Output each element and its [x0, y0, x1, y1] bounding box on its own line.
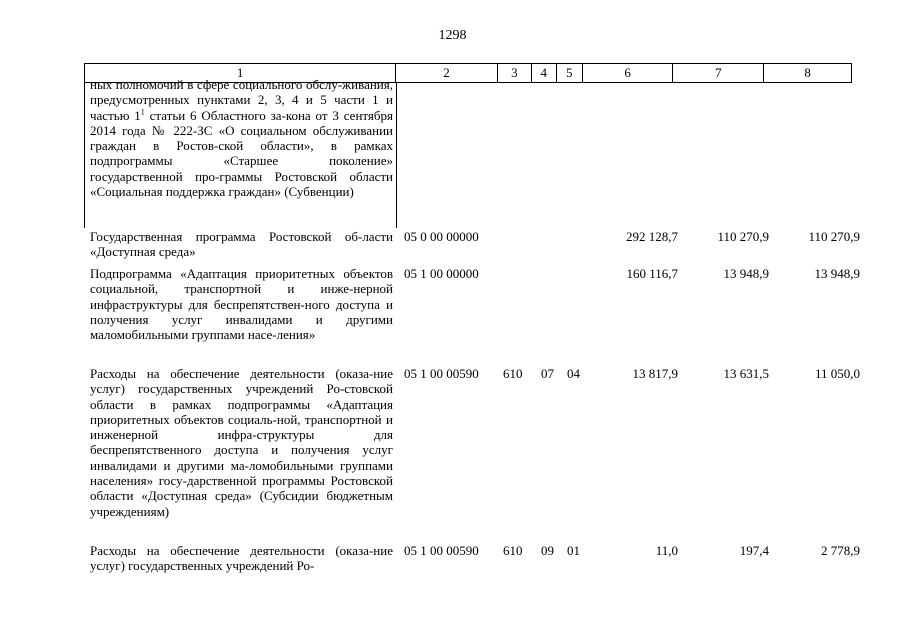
table-row-value-8: 110 270,9 — [808, 229, 860, 244]
table-row-value-7: 13 948,9 — [723, 266, 769, 281]
header-col-5: 5 — [557, 64, 583, 82]
header-col-8: 8 — [804, 65, 811, 80]
table-row-value-7: 110 270,9 — [717, 229, 769, 244]
table-row-description: Подпрограмма «Адаптация приоритетных объектов социальной, транспортной и инже-нерной инфраструктуры для беспрепятствен-ного доступа и получения услуг инвалидами и другими маломобильными группами насе-ления» — [90, 266, 393, 343]
header-col-3: 3 — [498, 64, 532, 82]
table-row-value-7: 197,4 — [739, 543, 769, 558]
table-row-value-7: 13 631,5 — [723, 366, 769, 381]
table-row-code: 05 1 00 00590 — [404, 366, 479, 381]
table-row-code: 05 0 00 00000 — [404, 229, 479, 244]
header-col-4: 4 — [532, 64, 557, 82]
table-row-vr: 610 — [503, 543, 523, 558]
table-row-description: Государственная программа Ростовской об-ласти «Доступная среда» — [90, 229, 393, 260]
column-divider — [84, 83, 85, 228]
table-row-vr: 610 — [503, 366, 523, 381]
table-row-pr: 01 — [567, 543, 580, 558]
header-col-2: 2 — [396, 64, 498, 82]
table-row-code: 05 1 00 00000 — [404, 266, 479, 281]
table-row-description: Расходы на обеспечение деятельности (оказа-ние услуг) государственных учреждений Ро-стовской области в рамках подпрограммы «Адаптация приоритетных объектов социаль-ной, транспортной и инженерной инфра-структуры для беспрепятственного доступа и получения услуг инвалидами и другими ма-ломобильными группами населения» госу-дарственной программы Ростовской области «Доступная среда» (Субсидии бюджетным учреждениям) — [90, 366, 393, 519]
header-col-6: 6 — [583, 64, 674, 82]
table-row-code: 05 1 00 00590 — [404, 543, 479, 558]
table-row-description: ных полномочий в сфере социального обслу-живания, предусмотренных пунктами 2, 3, 4 и 5 части 1 и частью $1^1$ статьи 6 Областного за-кона от 3 сентября 2014 года № 222-ЗС «О социальном обслуживании граждан в Ростов-ской области», в рамках подпрограммы «Старшее поколение» государственной про-граммы Ростовской области «Социальная поддержка граждан» (Субвенции) — [90, 77, 393, 200]
table-row-description: Расходы на обеспечение деятельности (оказа-ние услуг) государственных учреждений Ро- — [90, 543, 393, 574]
table-row-value-6: 11,0 — [655, 543, 678, 558]
table-row-value-6: 160 116,7 — [626, 266, 678, 281]
table-row-rz: 09 — [541, 543, 554, 558]
table-row-value-8: 2 778,9 — [821, 543, 860, 558]
table-row-value-8: 13 948,9 — [814, 266, 860, 281]
header-col-1: 1 — [85, 64, 396, 82]
table-row-value-6: 292 128,7 — [626, 229, 678, 244]
header-col-7: 7 — [673, 64, 764, 82]
column-divider — [396, 83, 397, 228]
table-row-rz: 07 — [541, 366, 554, 381]
table-row-value-8: 11 050,0 — [814, 366, 860, 381]
table-row-value-6: 13 817,9 — [632, 366, 678, 381]
page-number: 1298 — [438, 28, 467, 43]
table-row-pr: 04 — [567, 366, 580, 381]
